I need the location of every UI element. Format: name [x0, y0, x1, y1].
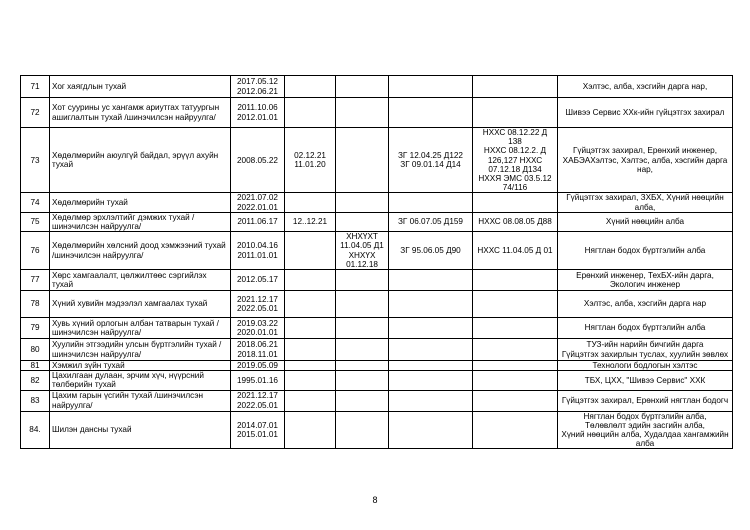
table-row: [21, 128, 733, 193]
amendment-dates-cell: [285, 411, 336, 449]
ministry-order-cell: [336, 339, 389, 361]
row-number-cell: 83: [21, 390, 50, 411]
amendment-dates-cell: [285, 371, 336, 390]
government-resolution-cell: ЗГ 12.04.25 Д122 ЗГ 09.01.14 Д14: [389, 128, 473, 193]
responsible-unit-cell: Гүйцэтгэх захирал, ЗХБХ, Хүний нөөцийн алба,: [558, 193, 733, 212]
table-row: [21, 270, 733, 291]
adopted-effective-dates-cell: 2019.03.22 2020.01.01: [231, 318, 285, 339]
adopted-effective-dates-cell: 2021.07.02 2022.01.01: [231, 193, 285, 212]
responsible-unit-cell: Шивээ Сервис ХХк-ийн гүйцэтгэх захирал: [558, 98, 733, 128]
government-resolution-cell: [389, 98, 473, 128]
adopted-effective-dates-cell: 2012.05.17: [231, 270, 285, 291]
page-number: 8: [372, 495, 378, 505]
law-name-cell: Шилэн дансны тухай: [50, 411, 231, 449]
adopted-effective-dates-cell: 2021.12.17 2022.05.01: [231, 390, 285, 411]
council-resolution-cell: НХХС 08.08.05 Д88: [473, 212, 558, 231]
ministry-order-cell: [336, 318, 389, 339]
adopted-effective-dates-cell: 2011.10.06 2012.01.01: [231, 98, 285, 128]
table-row: [21, 193, 733, 212]
adopted-effective-dates-cell: 2021.12.17 2022.05.01: [231, 291, 285, 318]
table-row: [21, 371, 733, 390]
government-resolution-cell: [389, 371, 473, 390]
row-number-cell: 75: [21, 212, 50, 231]
government-resolution-cell: [389, 339, 473, 361]
amendment-dates-cell: [285, 361, 336, 371]
amendment-dates-cell: 12..12.21: [285, 212, 336, 231]
row-number-cell: 84.: [21, 411, 50, 449]
law-name-cell: Хөдөлмөрийн тухай: [50, 193, 231, 212]
responsible-unit-cell: Нягтлан бодох бүртгэлийн алба: [558, 232, 733, 270]
adopted-effective-dates-cell: 1995.01.16: [231, 371, 285, 390]
council-resolution-cell: [473, 270, 558, 291]
government-resolution-cell: [389, 270, 473, 291]
amendment-dates-cell: [285, 270, 336, 291]
council-resolution-cell: [473, 411, 558, 449]
table-row: [21, 411, 733, 449]
row-number-cell: 80: [21, 339, 50, 361]
government-resolution-cell: [389, 361, 473, 371]
table-row: [21, 291, 733, 318]
council-resolution-cell: НХХС 11.04.05 Д 01: [473, 232, 558, 270]
amendment-dates-cell: 02.12.21 11.01.20: [285, 128, 336, 193]
row-number-cell: 77: [21, 270, 50, 291]
law-name-cell: Хуулийн этгээдийн улсын бүртгэлийн тухай /шинэчилсэн найруулга/: [50, 339, 231, 361]
adopted-effective-dates-cell: 2008.05.22: [231, 128, 285, 193]
responsible-unit-cell: Хэлтэс, алба, хэсгийн дарга нар,: [558, 76, 733, 98]
council-resolution-cell: [473, 318, 558, 339]
amendment-dates-cell: [285, 193, 336, 212]
amendment-dates-cell: [285, 339, 336, 361]
amendment-dates-cell: [285, 76, 336, 98]
adopted-effective-dates-cell: 2017.05.12 2012.06.21: [231, 76, 285, 98]
ministry-order-cell: [336, 270, 389, 291]
row-number-cell: 74: [21, 193, 50, 212]
law-name-cell: Цахилгаан дулаан, эрчим хүч, нүүрсний төлбөрийн тухай: [50, 371, 231, 390]
table-row: [21, 361, 733, 371]
responsible-unit-cell: Гүйцэтгэх захирал, Ерөнхий нягтлан бодогч: [558, 390, 733, 411]
law-name-cell: Хот суурины ус хангамж ариутгах татуургын ашиглалтын тухай /шинэчилсэн найруулга/: [50, 98, 231, 128]
ministry-order-cell: [336, 291, 389, 318]
ministry-order-cell: [336, 212, 389, 231]
responsible-unit-cell: Нягтлан бодох бүртгэлийн алба, Төлөвлөлт эдийн засгийн алба, Хүний нөөцийн алба, Худалдаа хангамжийн алба: [558, 411, 733, 449]
ministry-order-cell: [336, 371, 389, 390]
responsible-unit-cell: Хэлтэс, алба, хэсгийн дарга нар: [558, 291, 733, 318]
ministry-order-cell: [336, 390, 389, 411]
amendment-dates-cell: [285, 390, 336, 411]
council-resolution-cell: [473, 390, 558, 411]
ministry-order-cell: [336, 411, 389, 449]
table-body: [21, 76, 733, 449]
council-resolution-cell: [473, 339, 558, 361]
government-resolution-cell: [389, 390, 473, 411]
law-name-cell: Хэмжил зүйн тухай: [50, 361, 231, 371]
ministry-order-cell: [336, 128, 389, 193]
adopted-effective-dates-cell: 2010.04.16 2011.01.01: [231, 232, 285, 270]
law-register-table: [20, 75, 733, 449]
responsible-unit-cell: Технологи бодлогын хэлтэс: [558, 361, 733, 371]
government-resolution-cell: ЗГ 95.06.05 Д90: [389, 232, 473, 270]
table-row: [21, 339, 733, 361]
government-resolution-cell: ЗГ 06.07.05 Д159: [389, 212, 473, 231]
law-name-cell: Хөдөлмөрийн хөлсний доод хэмжээний тухай /шинэчилсэн найруулга/: [50, 232, 231, 270]
government-resolution-cell: [389, 193, 473, 212]
row-number-cell: 82: [21, 371, 50, 390]
law-name-cell: Хүний хувийн мэдээлэл хамгаалах тухай: [50, 291, 231, 318]
council-resolution-cell: [473, 291, 558, 318]
ministry-order-cell: [336, 98, 389, 128]
ministry-order-cell: [336, 361, 389, 371]
amendment-dates-cell: [285, 98, 336, 128]
row-number-cell: 71: [21, 76, 50, 98]
table-row: [21, 232, 733, 270]
row-number-cell: 79: [21, 318, 50, 339]
responsible-unit-cell: Нягтлан бодох бүртгэлийн алба: [558, 318, 733, 339]
council-resolution-cell: [473, 76, 558, 98]
row-number-cell: 78: [21, 291, 50, 318]
row-number-cell: 72: [21, 98, 50, 128]
responsible-unit-cell: Гүйцэтгэх захирал, Ерөнхий инженер, ХАБЭАХэлтэс, Хэлтэс, алба, хэсгийн дарга нар,: [558, 128, 733, 193]
table-row: [21, 212, 733, 231]
law-name-cell: Цахим гарын үсгийн тухай /шинэчилсэн найруулга/: [50, 390, 231, 411]
council-resolution-cell: [473, 193, 558, 212]
table-row: [21, 390, 733, 411]
council-resolution-cell: [473, 361, 558, 371]
council-resolution-cell: НХХС 08.12.22 Д 138 НХХС 08.12.2. Д 126,127 НХХС 07.12.18 Д134 НХХЯ ЭМС 03.5.12 74/116: [473, 128, 558, 193]
law-name-cell: Хөдөлмөр эрхлэлтийг дэмжих тухай /шинэчилсэн найруулга/: [50, 212, 231, 231]
row-number-cell: 73: [21, 128, 50, 193]
adopted-effective-dates-cell: 2014.07.01 2015.01.01: [231, 411, 285, 449]
table-row: [21, 98, 733, 128]
law-name-cell: Хөдөлмөрийн аюулгүй байдал, эрүүл ахуйн тухай: [50, 128, 231, 193]
ministry-order-cell: [336, 193, 389, 212]
responsible-unit-cell: Хүний нөөцийн алба: [558, 212, 733, 231]
amendment-dates-cell: [285, 232, 336, 270]
responsible-unit-cell: ТБХ, ЦХХ, "Шивээ Сервис" ХХК: [558, 371, 733, 390]
law-name-cell: Хувь хүний орлогын албан татварын тухай /шинэчилсэн найруулга/: [50, 318, 231, 339]
ministry-order-cell: ХНХҮХТ 11.04.05 Д1 ХНХҮХ 01.12.18: [336, 232, 389, 270]
law-name-cell: Хөрс хамгаалалт, цөлжилтөөс сэргийлэх тухай: [50, 270, 231, 291]
government-resolution-cell: [389, 291, 473, 318]
council-resolution-cell: [473, 98, 558, 128]
responsible-unit-cell: ТУЗ-ийн нарийн бичгийн дарга Гүйцэтгэх захирлын туслах, хуулийн зөвлөх: [558, 339, 733, 361]
government-resolution-cell: [389, 76, 473, 98]
responsible-unit-cell: Ерөнхий инженер, ТехБХ-ийн дарга, Экологич инженер: [558, 270, 733, 291]
amendment-dates-cell: [285, 291, 336, 318]
table-row: [21, 76, 733, 98]
adopted-effective-dates-cell: 2018.06.21 2018.11.01: [231, 339, 285, 361]
government-resolution-cell: [389, 411, 473, 449]
row-number-cell: 76: [21, 232, 50, 270]
table-row: [21, 318, 733, 339]
amendment-dates-cell: [285, 318, 336, 339]
council-resolution-cell: [473, 371, 558, 390]
law-name-cell: Хог хаягдлын тухай: [50, 76, 231, 98]
adopted-effective-dates-cell: 2019.05.09: [231, 361, 285, 371]
row-number-cell: 81: [21, 361, 50, 371]
ministry-order-cell: [336, 76, 389, 98]
adopted-effective-dates-cell: 2011.06.17: [231, 212, 285, 231]
government-resolution-cell: [389, 318, 473, 339]
